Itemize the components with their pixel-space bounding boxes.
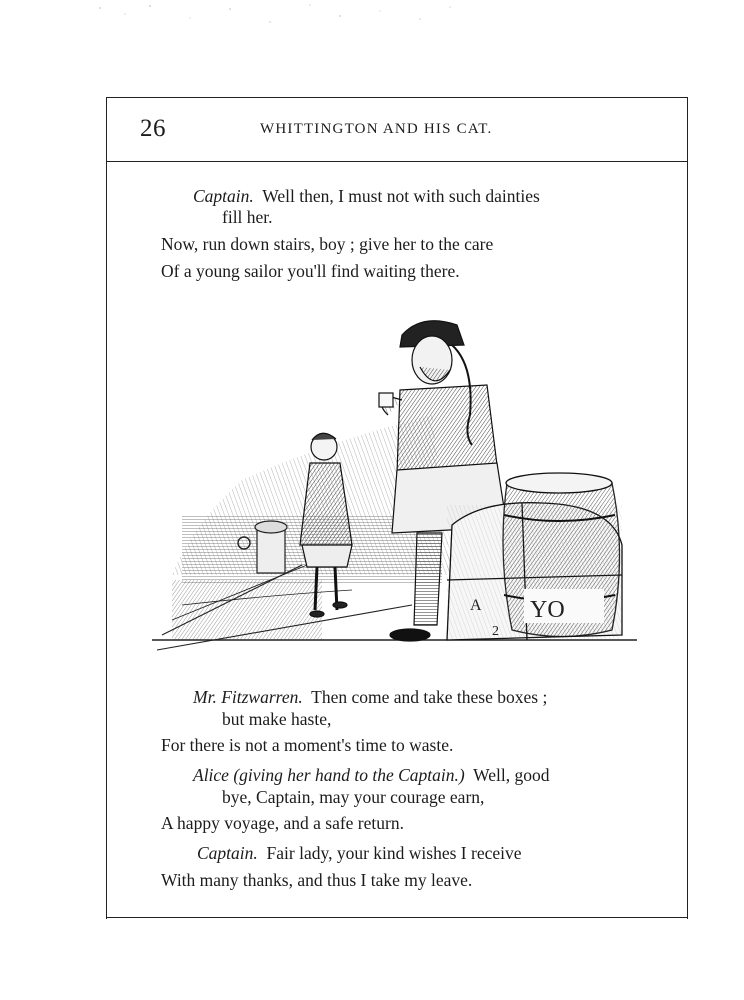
paper-speckle <box>80 0 480 40</box>
bale-number: 2 <box>492 624 499 639</box>
speaker-captain: Captain. <box>197 843 258 863</box>
fitzwarren-speech-line-1 <box>193 687 547 708</box>
captain-speech-continuation: fill her. <box>222 207 273 227</box>
bale-marking: A <box>470 597 482 614</box>
speech-text: Well then, I must not with such dainties <box>262 186 540 206</box>
alice-speech-line-1 <box>193 765 549 786</box>
engraving-illustration <box>152 305 637 660</box>
barrel-marking: YO <box>530 597 565 623</box>
speech-text: Fair lady, your kind wishes I receive <box>266 843 522 863</box>
verse-line: With many thanks, and thus I take my leave. <box>161 870 473 890</box>
speech-text: Well, good <box>473 765 550 785</box>
speaker-mr-fitzwarren: Mr. Fitzwarren. <box>193 687 303 707</box>
top-rule <box>106 97 688 98</box>
deck-shading <box>172 580 322 640</box>
header-rule <box>106 161 688 162</box>
captain-speech-line-2 <box>197 843 522 864</box>
page-number: 26 <box>140 115 166 142</box>
verse-line: A happy voyage, and a safe return. <box>161 813 404 833</box>
verse-line: Now, run down stairs, boy ; give her to the care <box>161 234 494 254</box>
verse-line: For there is not a moment's time to waste. <box>161 735 454 755</box>
speaker-captain: Captain. <box>193 186 254 206</box>
speaker-alice: Alice (giving her hand to the Captain.) <box>193 765 465 785</box>
speech-text: Then come and take these boxes ; <box>311 687 548 707</box>
bottom-rule <box>106 917 688 918</box>
running-head: WHITTINGTON AND HIS CAT. <box>260 121 493 137</box>
captain-speech-line-1 <box>193 186 540 207</box>
alice-speech-continuation: bye, Captain, may your courage earn, <box>222 787 485 807</box>
verse-line: Of a young sailor you'll find waiting there. <box>161 261 460 281</box>
fitzwarren-speech-continuation: but make haste, <box>222 709 332 729</box>
